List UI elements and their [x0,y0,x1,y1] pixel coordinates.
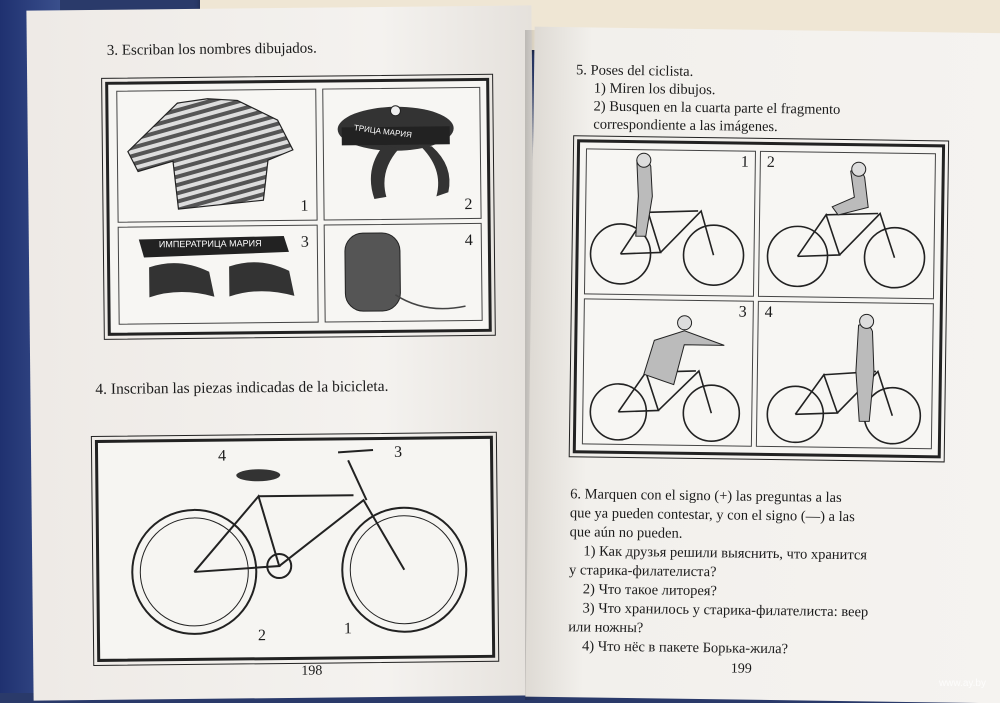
ribbon-text: ИМПЕРАТРИЦА МАРИЯ [158,238,262,250]
task-3-frame [105,78,492,336]
pose-number-4: 4 [764,303,773,322]
sailor-cap-drawing [323,88,480,220]
task-6-line-2: que ya pueden contestar, y con el signo (—) a las [569,505,855,526]
label-saddle-4: 4 [217,447,227,465]
cyclist-pose-3 [583,299,753,445]
cell-cap [322,87,481,221]
pose-number-1: 1 [740,153,749,171]
left-page [26,5,538,700]
task-4-heading: 4. Inscriban las piezas indicadas de la bicicleta. [95,377,389,398]
task-5-line-3: correspondiente a las imágenes. [593,116,778,136]
left-page-number: 198 [301,663,323,679]
open-book [30,0,1000,700]
task-6-question-2: 2) Что такое литорея? [582,581,718,600]
task-5-line-2: 2) Busquen en la cuarta parte el fragmento [593,98,841,118]
cyclist-pose-4 [757,302,933,448]
cyclist-pose-1 [585,149,755,295]
number-3: 3 [300,233,309,251]
right-page [525,27,1000,703]
task-3-heading: 3. Escriban los nombres dibujados. [106,40,317,59]
cyclist-pose-2 [759,152,935,298]
right-page-number: 199 [730,661,752,677]
pose-cell-1 [584,148,756,296]
task-6-line-1: 6. Marquen con el signo (+) las preguntas a las [570,486,842,507]
task-5-title: 5. Poses del ciclista. [575,62,694,80]
number-1: 1 [300,197,309,215]
task-5-line-1: 1) Miren los dibujos. [593,80,716,99]
task-6-question-4: 4) Что нёс в пакете Борька-жила? [581,638,789,658]
task-6-question-1-cont: у старика-филателиста? [569,562,717,581]
bicycle-drawing [98,439,492,659]
striped-shirt-drawing [117,90,316,222]
task-4-frame [95,436,495,662]
label-handlebar-3: 3 [393,443,403,461]
pose-cell-2 [758,151,936,299]
cell-ribbon [118,225,319,325]
thread-spool-drawing [325,224,482,322]
label-pedal-2: 2 [257,627,267,645]
pose-number-2: 2 [766,153,775,172]
cell-shirt [116,89,317,223]
task-5-frame [573,139,945,458]
task-6-line-3: que aún no pueden. [569,524,683,542]
number-4: 4 [464,232,473,250]
cap-ribbon-text: ТРИЦА МАРИЯ [353,123,413,140]
task-6-question-1: 1) Как друзья решили выяснить, что хранится [583,543,868,564]
task-6-question-3-cont: или ножны? [568,619,644,637]
number-2: 2 [464,196,473,214]
cell-spool [324,223,483,323]
label-wheel-1: 1 [343,620,352,638]
task-6-question-3: 3) Что хранилось у старика-филателиста: веер [582,600,869,621]
pose-cell-3 [582,298,754,446]
watermark: www.ay.by [938,678,986,689]
pose-cell-4 [756,301,934,449]
pose-number-3: 3 [738,303,747,321]
